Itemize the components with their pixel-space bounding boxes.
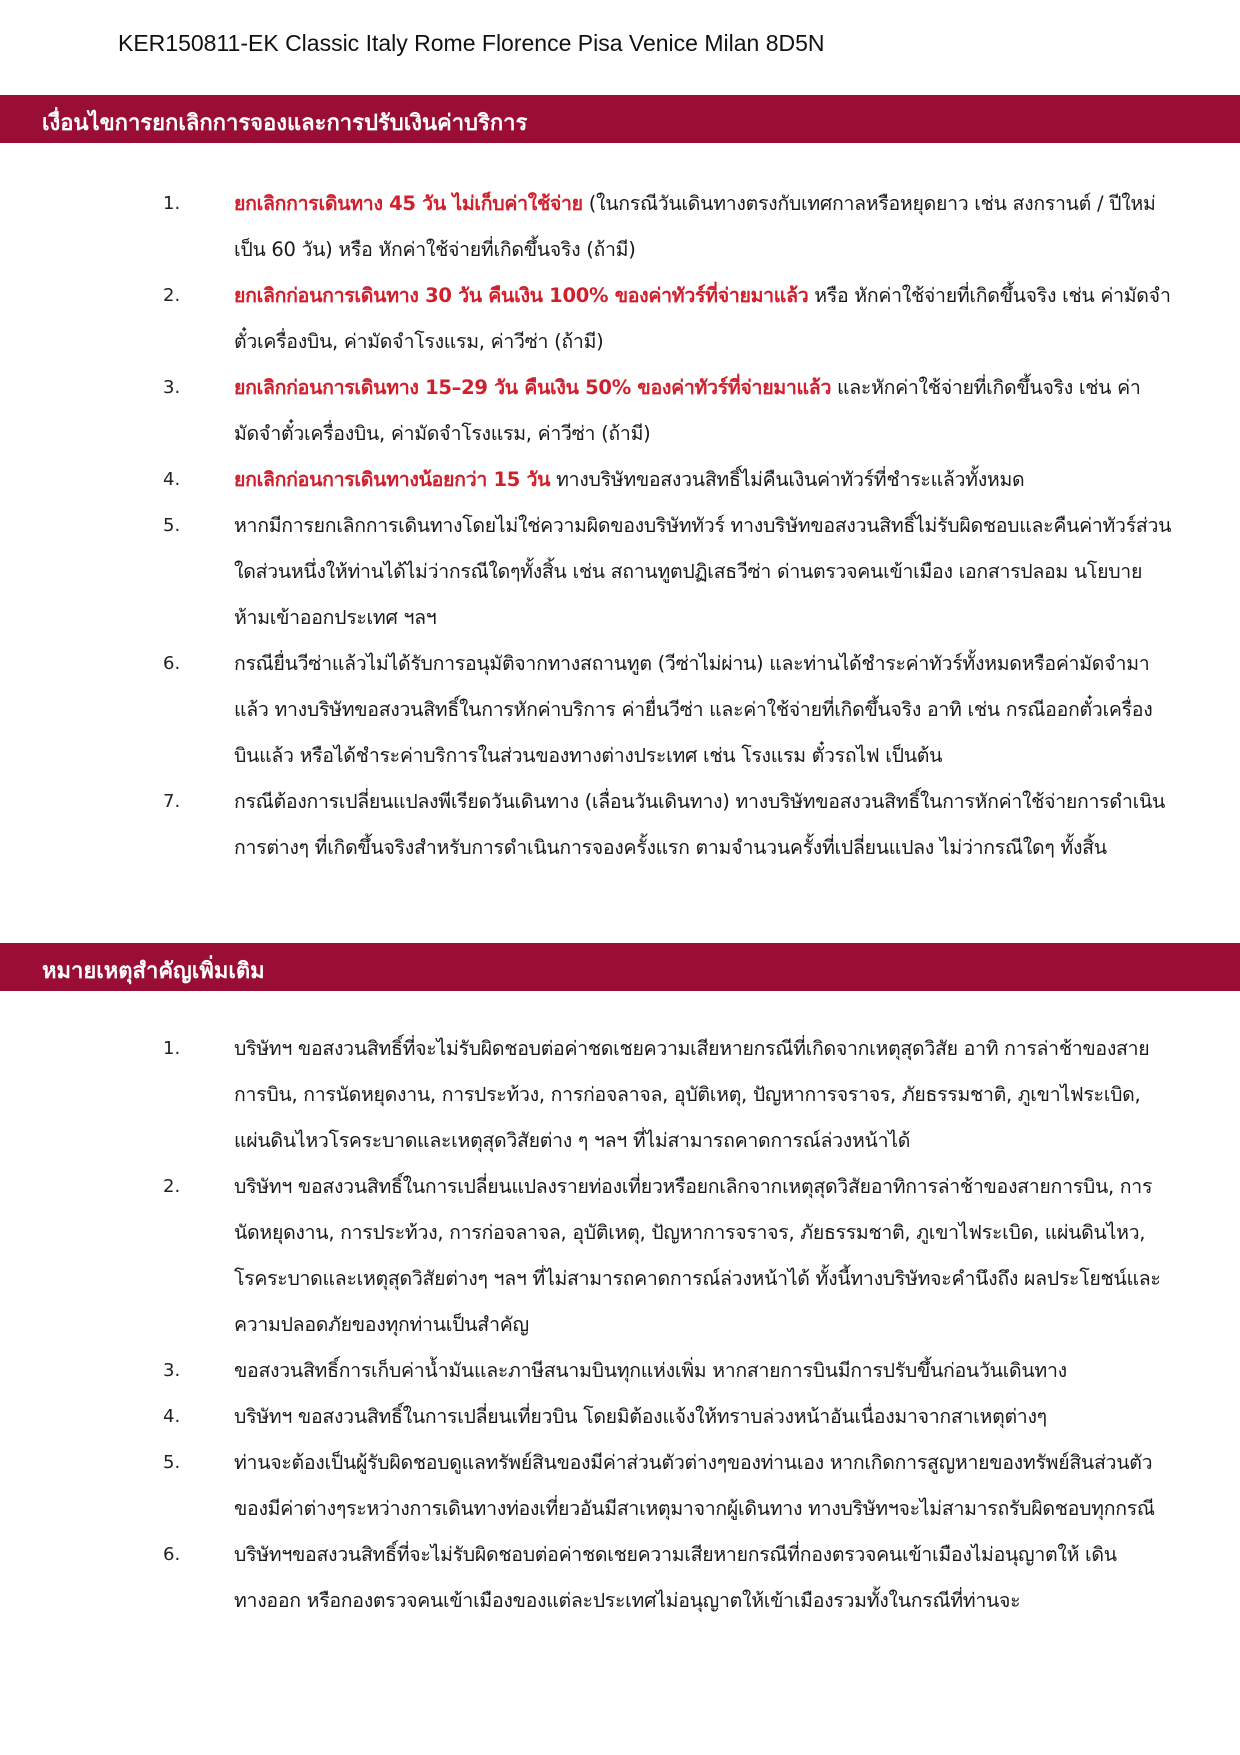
item-number: 4. (163, 1406, 181, 1427)
item-number: 4. (163, 469, 181, 490)
item-number: 2. (163, 285, 181, 306)
item-text: และหักค่าใช้จ่ายที่เกิดขึ้นจริง เช่น ค่ามัดจำตั๋วเครื่องบิน, ค่ามัดจำโรงแรม, ค่าวีซ่า (ถ้ามี) (234, 376, 1141, 445)
remarks-list (0, 1026, 1240, 1624)
cancellation-section-title: เงื่อนไขการยกเลิกการจองและการปรับเงินค่าบริการ (42, 111, 528, 136)
item-text: บริษัทฯ ขอสงวนสิทธิ์ที่จะไม่รับผิดชอบต่อค่าชดเชยความเสียหายกรณีที่เกิดจากเหตุสุดวิสัย อาทิ การล่าช้าของสายการบิน, การนัดหยุดงาน, การประท้วง, การก่อจลาจล, อุบัติเหตุ, ปัญหาการจราจร, ภัยธรรมชาติ, ภูเขาไฟระเบิด, แผ่นดินไหวโรคระบาดและเหตุสุดวิสัยต่าง ๆ ฯลฯ ที่ไม่สามารถคาดการณ์ล่วงหน้าได้ (234, 1037, 1150, 1152)
list-item (0, 503, 1240, 641)
remarks-section-title: หมายเหตุสำคัญเพิ่มเติม (42, 959, 265, 984)
item-number: 5. (163, 515, 181, 536)
item-text: ทางบริษัทขอสงวนสิทธิ์ไม่คืนเงินค่าทัวร์ที่ชำระแล้วทั้งหมด (550, 468, 1025, 491)
item-number: 3. (163, 1360, 181, 1381)
list-item (0, 1532, 1240, 1624)
item-number: 6. (163, 1544, 181, 1565)
item-text: กรณีต้องการเปลี่ยนแปลงพีเรียดวันเดินทาง (เลื่อนวันเดินทาง) ทางบริษัทขอสงวนสิทธิ์ในการหักค่าใช้จ่ายการดำเนินการต่างๆ ที่เกิดขึ้นจริงสำหรับการดำเนินการจองครั้งแรก ตามจำนวนครั้งที่เปลี่ยนแปลง ไม่ว่ากรณีใดๆ ทั้งสิ้น (234, 790, 1166, 859)
item-text: บริษัทฯ ขอสงวนสิทธิ์ในการเปลี่ยนเที่ยวบิน โดยมิต้องแจ้งให้ทราบล่วงหน้าอันเนื่องมาจากสาเหตุต่างๆ (234, 1405, 1047, 1428)
list-item (0, 273, 1240, 365)
item-highlight: ยกเลิกก่อนการเดินทาง 30 วัน คืนเงิน 100% ของค่าทัวร์ที่จ่ายมาแล้ว (234, 284, 809, 307)
document-title: KER150811-EK Classic Italy Rome Florence Pisa Venice Milan 8D5N (118, 30, 825, 56)
item-number: 7. (163, 791, 181, 812)
cancellation-terms-list (0, 181, 1240, 871)
item-highlight: ยกเลิกการเดินทาง 45 วัน ไม่เก็บค่าใช้จ่าย (234, 192, 583, 215)
remarks-section-header (0, 943, 1240, 991)
item-number: 6. (163, 653, 181, 674)
item-number: 3. (163, 377, 181, 398)
item-number: 1. (163, 1038, 181, 1059)
item-highlight: ยกเลิกก่อนการเดินทาง 15–29 วัน คืนเงิน 50% ของค่าทัวร์ที่จ่ายมาแล้ว (234, 376, 832, 399)
list-item (0, 779, 1240, 871)
item-text: (ในกรณีวันเดินทางตรงกับเทศกาลหรือหยุดยาว เช่น สงกรานต์ / ปีใหม่ เป็น 60 วัน) หรือ หักค่าใช้จ่ายที่เกิดขึ้นจริง (ถ้ามี) (234, 192, 1156, 261)
list-item (0, 1026, 1240, 1164)
item-text: หากมีการยกเลิกการเดินทางโดยไม่ใช่ความผิดของบริษัททัวร์ ทางบริษัทขอสงวนสิทธิ์ไม่รับผิดชอบและคืนค่าทัวร์ส่วนใดส่วนหนึ่งให้ท่านได้ไม่ว่ากรณีใดๆทั้งสิ้น เช่น สถานทูตปฏิเสธวีซ่า ด่านตรวจคนเข้าเมือง เอกสารปลอม นโยบายห้ามเข้าออกประเทศ ฯลฯ (234, 514, 1172, 629)
list-item (0, 1394, 1240, 1440)
item-number: 5. (163, 1452, 181, 1473)
list-item (0, 1348, 1240, 1394)
list-item (0, 641, 1240, 779)
list-item (0, 365, 1240, 457)
item-text: บริษัทฯ ขอสงวนสิทธิ์ในการเปลี่ยนแปลงรายท่องเที่ยวหรือยกเลิกจากเหตุสุดวิสัยอาทิการล่าช้าของสายการบิน, การนัดหยุดงาน, การประท้วง, การก่อจลาจล, อุบัติเหตุ, ปัญหาการจราจร, ภัยธรรมชาติ, ภูเขาไฟระเบิด, แผ่นดินไหว, โรคระบาดและเหตุสุดวิสัยต่างๆ ฯลฯ ที่ไม่สามารถคาดการณ์ล่วงหน้าได้ ทั้งนี้ทางบริษัทจะคำนึงถึง ผลประโยชน์และความปลอดภัยของทุกท่านเป็นสำคัญ (234, 1175, 1161, 1336)
item-highlight: ยกเลิกก่อนการเดินทางน้อยกว่า 15 วัน (234, 468, 551, 491)
list-item (0, 1440, 1240, 1532)
cancellation-section-header (0, 95, 1240, 143)
list-item (0, 1164, 1240, 1348)
item-text: หรือ หักค่าใช้จ่ายที่เกิดขึ้นจริง เช่น ค่ามัดจำตั๋วเครื่องบิน, ค่ามัดจำโรงแรม, ค่าวีซ่า (ถ้ามี) (234, 284, 1171, 353)
item-text: กรณียื่นวีซ่าแล้วไม่ได้รับการอนุมัติจากทางสถานทูต (วีซ่าไม่ผ่าน) และท่านได้ชำระค่าทัวร์ทั้งหมดหรือค่ามัดจำมาแล้ว ทางบริษัทขอสงวนสิทธิ์ในการหักค่าบริการ ค่ายื่นวีซ่า และค่าใช้จ่ายที่เกิดขึ้นจริง อาทิ เช่น กรณีออกตั๋วเครื่องบินแล้ว หรือได้ชำระค่าบริการในส่วนของทางต่างประเทศ เช่น โรงแรม ตั๋วรถไฟ เป็นต้น (234, 652, 1153, 767)
item-number: 2. (163, 1176, 181, 1197)
item-text: บริษัทฯขอสงวนสิทธิ์ที่จะไม่รับผิดชอบต่อค่าชดเชยความเสียหายกรณีที่กองตรวจคนเข้าเมืองไม่อนุญาตให้ เดินทางออก หรือกองตรวจคนเข้าเมืองของแต่ละประเทศไม่อนุญาตให้เข้าเมืองรวมทั้งในกรณีที่ท่านจะ (234, 1543, 1117, 1612)
item-number: 1. (163, 193, 181, 214)
item-text: ขอสงวนสิทธิ์การเก็บค่าน้ำมันและภาษีสนามบินทุกแห่งเพิ่ม หากสายการบินมีการปรับขึ้นก่อนวันเดินทาง (234, 1359, 1067, 1382)
item-text: ท่านจะต้องเป็นผู้รับผิดชอบดูแลทรัพย์สินของมีค่าส่วนตัวต่างๆของท่านเอง หากเกิดการสูญหายของทรัพย์สินส่วนตัว ของมีค่าต่างๆระหว่างการเดินทางท่องเที่ยวอันมีสาเหตุมาจากผู้เดินทาง ทางบริษัทฯจะไม่สามารถรับผิดชอบทุกกรณี (234, 1451, 1155, 1520)
list-item (0, 181, 1240, 273)
list-item (0, 457, 1240, 503)
